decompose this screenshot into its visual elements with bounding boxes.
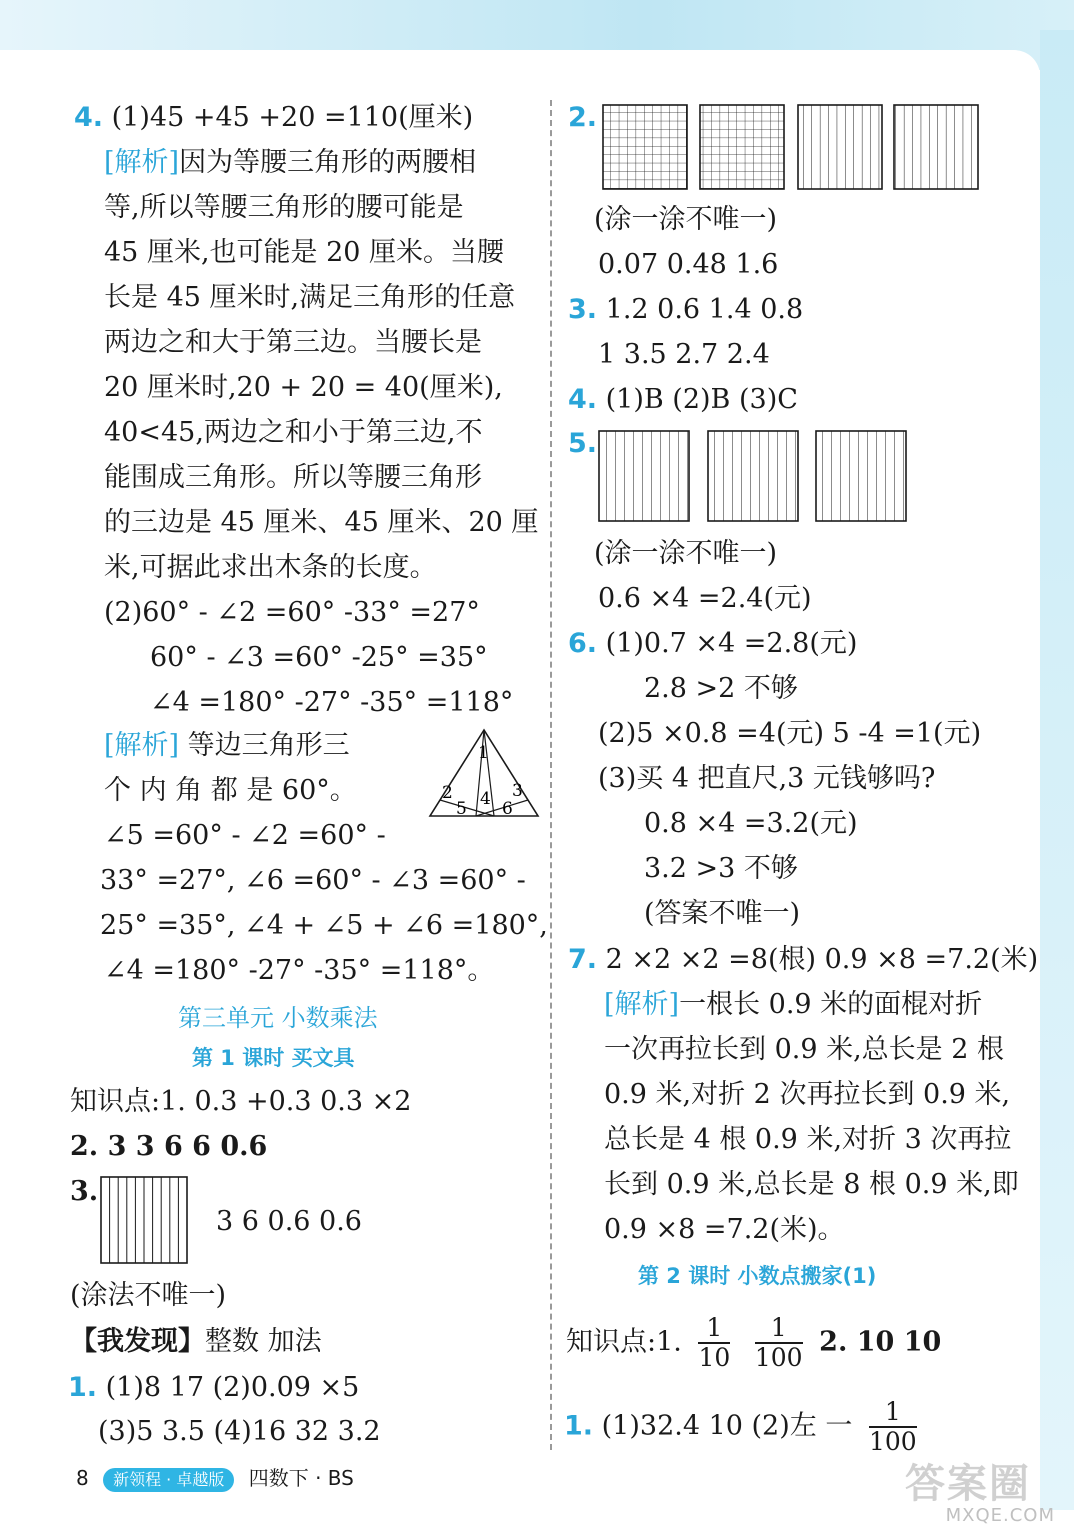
note-text: (答案不唯一) (644, 898, 801, 929)
shaded-grid-figure (100, 1176, 188, 1264)
answer-text: (1)B (2)B (3)C (605, 384, 798, 415)
watermark-site: MXQE.COM (945, 1505, 1055, 1526)
analysis-line (604, 985, 982, 1025)
analysis-text: ∠5 =60° - ∠2 =60° - (104, 820, 386, 851)
analysis-text: 米,可据此求出木条的长度。 (104, 552, 437, 583)
analysis-text: 40<45,两边之和小于第三边,不 (104, 417, 483, 448)
question-number: 6. (568, 628, 598, 659)
exercise-1-line (564, 1398, 925, 1456)
answer-text: (3)5 3.5 (4)16 32 3.2 (98, 1416, 381, 1447)
answer-text: 0.07 0.48 1.6 (598, 249, 779, 280)
exercise-number: 1. (68, 1372, 98, 1403)
note-text: (涂一涂不唯一) (594, 204, 778, 235)
analysis-text: 能围成三角形。所以等腰三角形 (104, 462, 482, 493)
knowledge-point-3: 3 6 0.6 0.6 (216, 1206, 362, 1237)
analysis-text: 33° =27°, ∠6 =60° - ∠3 =60° - (100, 865, 526, 896)
analysis-text: 20 厘米时,20 + 20 = 40(厘米), (104, 372, 503, 403)
unit-title: 第三单元 小数乘法 (178, 1004, 378, 1032)
answer-text: 0.6 ×4 =2.4(元) (598, 583, 812, 614)
knowledge-point-2 (70, 1127, 267, 1167)
hundred-grid (700, 105, 784, 189)
analysis-text: 的三边是 45 厘米、45 厘米、20 厘 (104, 507, 539, 538)
analysis-label: [解析] (604, 989, 680, 1020)
answer-text: 1.2 0.6 1.4 0.8 (605, 294, 804, 325)
analysis-label: [解析] (104, 730, 180, 761)
question-6-line-1 (568, 624, 857, 664)
discovery-line (70, 1322, 322, 1362)
analysis-text: ∠4 =180° -27° -35° =118°。 (104, 955, 495, 986)
analysis-text: 等,所以等腰三角形的腰可能是 (104, 192, 464, 223)
kp-rest: 2. 10 10 (819, 1326, 942, 1358)
watermark (905, 1462, 1055, 1530)
angle-label-6: 6 (502, 799, 513, 819)
answer-text: (1)45 +45 +20 =110(厘米) (111, 102, 474, 133)
tenth-grid (708, 431, 798, 521)
tenth-grid (599, 431, 689, 521)
top-banner-cutout (0, 50, 1040, 90)
analysis-text: 两边之和大于第三边。当腰长是 (104, 327, 482, 358)
tenth-grid (798, 105, 882, 189)
question-3-line-1 (568, 290, 803, 330)
analysis-text: 因为等腰三角形的两腰相 (179, 147, 477, 178)
brand-badge: 新领程 · 卓越版 (103, 1468, 234, 1492)
question-number: 7. (568, 944, 598, 975)
right-edge-bar (1040, 30, 1074, 1510)
subject-label: 四数下 · BS (248, 1466, 354, 1490)
note-text: (涂法不唯一) (70, 1280, 227, 1311)
answer-text: (3)买 4 把直尺,3 元钱够吗? (598, 763, 936, 794)
question-7-line-1 (568, 940, 1038, 980)
angle-label-5: 5 (456, 799, 467, 819)
analysis-label: [解析] (104, 147, 180, 178)
tenth-grid (894, 105, 978, 189)
analysis-line (104, 726, 350, 766)
analysis-line (104, 143, 476, 183)
kp3-number: 3. (70, 1176, 99, 1207)
analysis-text: 长是 45 厘米时,满足三角形的任意 (104, 282, 516, 313)
analysis-text: 等边三角形三 (187, 730, 350, 761)
grid-figures-q5 (598, 430, 918, 522)
fraction: $\frac{1}{100}$ (868, 1397, 917, 1456)
question-4-line-1 (74, 98, 473, 138)
angle-label-3: 3 (512, 781, 523, 801)
page-number: 8 (76, 1466, 89, 1490)
answer-text: 3.2 >3 不够 (644, 853, 798, 884)
exercise-number: 1. (564, 1410, 594, 1442)
question-number: 4. (568, 384, 598, 415)
analysis-text: 45 厘米,也可能是 20 厘米。当腰 (104, 237, 505, 268)
exercise-1-line-1 (68, 1368, 359, 1408)
grid-figures-q2 (602, 104, 1042, 190)
discovery-label: 【我发现】 (70, 1326, 205, 1357)
question-number: 5. (568, 428, 598, 459)
discovery-text: 整数 加法 (205, 1326, 322, 1357)
knowledge-point-1: 知识点:1. 0.3 +0.3 0.3 ×2 (70, 1086, 412, 1117)
analysis-text: 25° =35°, ∠4 + ∠5 + ∠6 =180°, (100, 910, 548, 941)
answer-text: 0.8 ×4 =3.2(元) (644, 808, 858, 839)
fraction: $\frac{1}{100}$ (754, 1313, 803, 1372)
answer-text: ∠4 =180° -27° -35° =118° (150, 687, 514, 718)
lesson-title: 第 2 课时 小数点搬家(1) (638, 1264, 877, 1288)
tenth-grid (816, 431, 906, 521)
note-text: (涂一涂不唯一) (594, 538, 778, 569)
answer-text: (2)5 ×0.8 =4(元) 5 -4 =1(元) (598, 718, 982, 749)
column-divider (550, 100, 552, 1450)
answer-text: (1)8 17 (2)0.09 ×5 (105, 1372, 360, 1403)
question-4-line (568, 380, 798, 420)
analysis-text: 0.9 米,对折 2 次再拉长到 0.9 米, (604, 1079, 1011, 1110)
answer-text: 1 3.5 2.7 2.4 (598, 339, 770, 370)
answer-text: 2 ×2 ×2 =8(根) 0.9 ×8 =7.2(米) (605, 944, 1039, 975)
kp2-text: 2. 3 3 6 6 0.6 (70, 1131, 268, 1162)
analysis-text: 0.9 ×8 =7.2(米)。 (604, 1214, 845, 1245)
analysis-text: 总长是 4 根 0.9 米,对折 3 次再拉 (604, 1124, 1012, 1155)
analysis-text: 个 内 角 都 是 60°。 (104, 775, 357, 806)
question-number: 2. (568, 102, 598, 133)
angle-label-1: 1 (478, 743, 489, 763)
knowledge-point-line (566, 1314, 941, 1372)
question-number: 3. (568, 294, 598, 325)
answer-text: (1)32.4 10 (2)左 一 (601, 1410, 853, 1442)
kp-label: 知识点:1. (566, 1326, 682, 1358)
knowledge-point-3-number (70, 1172, 98, 1212)
analysis-text: 一次再拉长到 0.9 米,总长是 2 根 (604, 1034, 1005, 1065)
answer-text: 2.8 >2 不够 (644, 673, 798, 704)
analysis-text: 长到 0.9 米,总长是 8 根 0.9 米,即 (604, 1169, 1019, 1200)
angle-label-4: 4 (480, 789, 491, 809)
hundred-grid (603, 105, 687, 189)
answer-text: (2)60° - ∠2 =60° -33° =27° (104, 597, 480, 628)
analysis-text: 一根长 0.9 米的面棍对折 (679, 989, 983, 1020)
lesson-title: 第 1 课时 买文具 (192, 1046, 355, 1070)
page-footer (76, 1462, 354, 1492)
triangle-diagram (428, 728, 540, 820)
question-number: 4. (74, 102, 104, 133)
fraction: $\frac{1}{10}$ (698, 1313, 731, 1372)
answer-text: 60° - ∠3 =60° -25° =35° (150, 642, 488, 673)
watermark-logo: 答案圈 (905, 1461, 1031, 1507)
angle-label-2: 2 (442, 783, 453, 803)
answer-text: (1)0.7 ×4 =2.8(元) (605, 628, 858, 659)
